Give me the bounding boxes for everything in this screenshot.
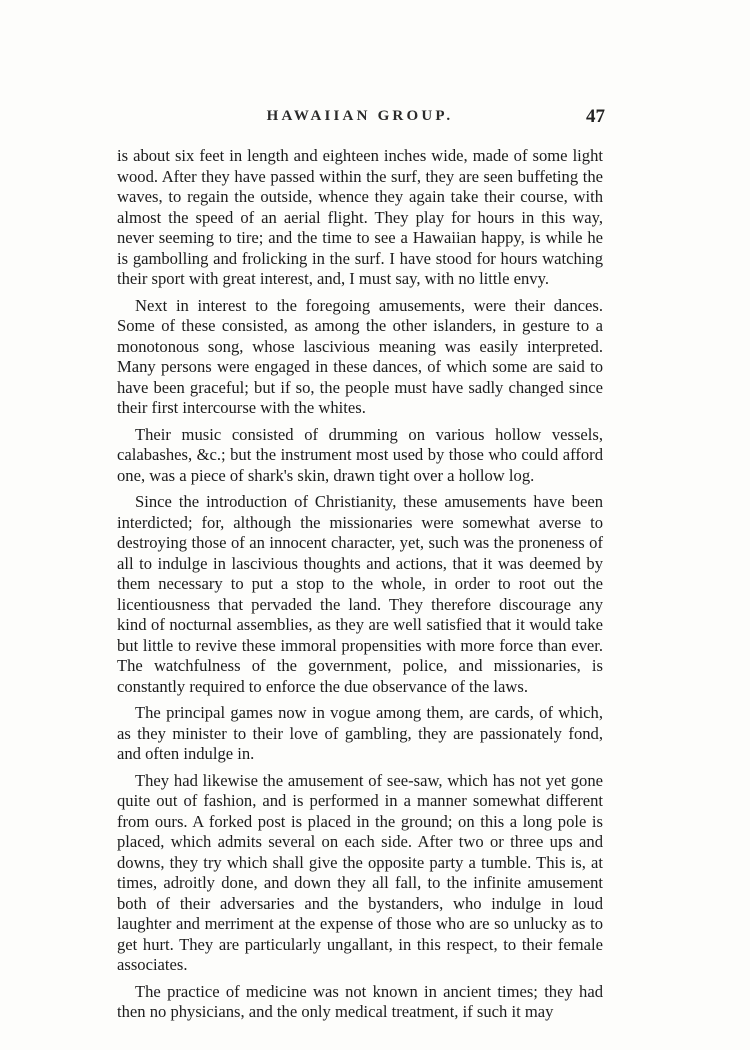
running-title: HAWAIIAN GROUP. [266, 108, 454, 124]
paragraph-continuation: is about six feet in length and eighteen inches wide, made of some light wood. After they have passed within the surf, they are seen buffeting the waves, to regain the outside, whence they again take their course, with almost the speed of an aerial flight. They play for hours in this way, never seeming to tire; and the time to see a Hawaiian happy, is while he is gambolling and frolicking in the surf. I have stood for hours watching their sport with great interest, and, I must say, with no little envy. [117, 146, 603, 288]
paragraph-medicine: The practice of medicine was not known in ancient times; they had then no physicians, and the only medical treatment, if such it may [117, 981, 603, 1021]
page-number: 47 [586, 106, 605, 127]
paragraph-dances: Next in interest to the foregoing amusements, were their dances. Some of these consisted, as among the other islanders, in gesture to a monotonous song, whose lascivious meaning was easily interpreted. Many persons were engaged in these dances, of which some are said to have been graceful; but if so, the people must have sadly changed since their first intercourse with the whites. [117, 295, 603, 417]
paragraph-games: The principal games now in vogue among them, are cards, of which, as they minister to their love of gambling, they are passionately fond, and often indulge in. [117, 703, 603, 763]
running-head [115, 106, 605, 134]
paragraph-music: Their music consisted of drumming on various hollow vessels, calabashes, &c.; but the instrument most used by those who could afford one, was a piece of shark's skin, drawn tight over a hollow log. [117, 424, 603, 485]
paragraph-christianity: Since the introduction of Christianity, these amusements have been interdicted; for, although the missionaries were somewhat averse to destroying those of an innocent character, yet, such was the proneness of all to indulge in lascivious thoughts and actions, that it was deemed by them necessary to put a stop to the whole, in order to root out the licentiousness that pervaded the land. They therefore discourage any kind of nocturnal assemblies, as they are well satisfied that it would take but little to revive these immoral propensities with more force than ever. The watchfulness of the government, police, and missionaries, is constantly required to enforce the due observance of the laws. [117, 492, 603, 696]
body-text [117, 146, 603, 1023]
paragraph-see-saw: They had likewise the amusement of see-saw, which has not yet gone quite out of fashion, and is performed in a manner somewhat different from ours. A forked post is placed in the ground; on this a long pole is placed, which admits several on each side. After two or three ups and downs, they try which shall give the opposite party a tumble. This is, at times, adroitly done, and down they all fall, to the infinite amusement both of their adversaries and the bystanders, who indulge in loud laughter and merriment at the expense of those who are so unlucky as to get hurt. They are particularly ungallant, in this respect, to their female associates. [117, 770, 603, 974]
